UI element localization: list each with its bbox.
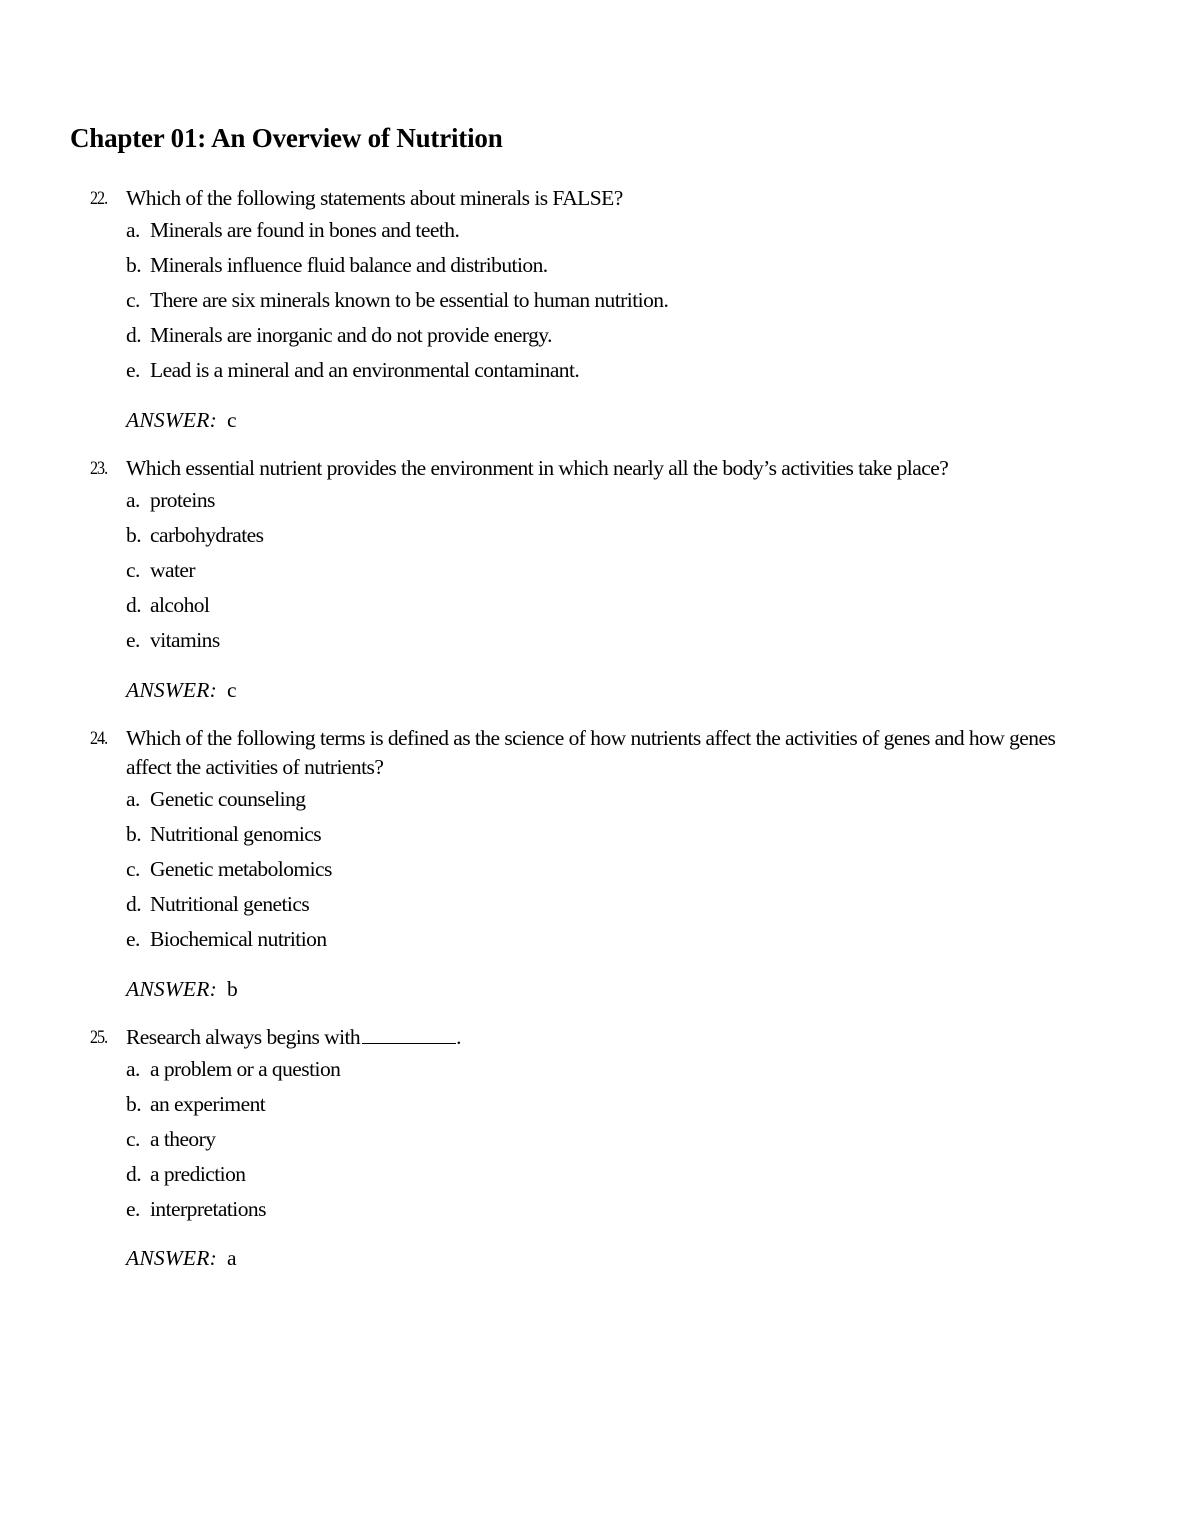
chapter-title: Chapter 01: An Overview of Nutrition xyxy=(70,123,503,153)
question-text: Which essential nutrient provides the environment in which nearly all the body’s activities take place? xyxy=(126,456,949,480)
option-c xyxy=(126,556,195,585)
option-letter: e. xyxy=(126,927,140,951)
option-a xyxy=(126,216,459,245)
answer-label: ANSWER: xyxy=(126,1246,217,1270)
answer-line xyxy=(126,406,237,435)
option-e xyxy=(126,925,327,954)
option-e xyxy=(126,626,220,655)
option-text: Genetic counseling xyxy=(150,787,306,811)
option-e xyxy=(126,356,579,385)
option-a xyxy=(126,1055,340,1084)
option-text: Nutritional genomics xyxy=(150,822,322,846)
option-text: Minerals are found in bones and teeth. xyxy=(150,218,460,242)
option-text: a problem or a question xyxy=(150,1057,341,1081)
option-c xyxy=(126,855,332,884)
option-letter: b. xyxy=(126,253,142,277)
option-text: vitamins xyxy=(150,628,220,652)
option-text: Nutritional genetics xyxy=(150,892,310,916)
answer-value: b xyxy=(226,977,238,1001)
option-text: There are six minerals known to be essential to human nutrition. xyxy=(150,288,669,312)
question-text: Research always begins with xyxy=(126,1025,361,1049)
option-a xyxy=(126,785,305,814)
option-text: an experiment xyxy=(150,1092,266,1116)
option-text: Genetic metabolomics xyxy=(150,857,332,881)
option-letter: e. xyxy=(126,1197,140,1221)
option-letter: c. xyxy=(126,558,140,582)
option-text: Minerals influence fluid balance and distribution. xyxy=(150,253,548,277)
option-d xyxy=(126,890,309,919)
answer-line xyxy=(126,1244,237,1273)
question-text: Which of the following statements about minerals is FALSE? xyxy=(126,186,623,210)
option-letter: d. xyxy=(126,323,142,347)
option-c xyxy=(126,1125,215,1154)
answer-label: ANSWER: xyxy=(126,977,217,1001)
option-letter: b. xyxy=(126,822,142,846)
option-a xyxy=(126,486,215,515)
answer-line xyxy=(126,676,237,705)
option-b xyxy=(126,521,263,550)
answer-value: c xyxy=(226,408,237,432)
question-number: 25. xyxy=(90,1027,108,1048)
option-letter: e. xyxy=(126,628,140,652)
option-text: alcohol xyxy=(150,593,210,617)
question-text: Which of the following terms is defined as the science of how nutrients affect the activities of genes and how genes affect the activities of nutrients? xyxy=(126,726,1056,779)
option-text: Minerals are inorganic and do not provide energy. xyxy=(150,323,552,347)
question-number: 22. xyxy=(90,188,108,209)
option-text: water xyxy=(150,558,195,582)
option-letter: d. xyxy=(126,593,142,617)
option-letter: a. xyxy=(126,488,140,512)
question-text-end: . xyxy=(456,1025,461,1049)
answer-value: a xyxy=(226,1246,237,1270)
question-text-line xyxy=(126,1023,1086,1052)
option-letter: a. xyxy=(126,787,140,811)
option-text: a prediction xyxy=(150,1162,246,1186)
option-d xyxy=(126,1160,245,1189)
question-number: 23. xyxy=(90,458,108,479)
option-text: Lead is a mineral and an environmental contaminant. xyxy=(150,358,580,382)
option-letter: e. xyxy=(126,358,140,382)
option-b xyxy=(126,251,548,280)
answer-line xyxy=(126,975,238,1004)
option-e xyxy=(126,1195,266,1224)
answer-label: ANSWER: xyxy=(126,678,217,702)
fill-in-blank xyxy=(362,1023,456,1044)
option-c xyxy=(126,286,668,315)
question-number: 24. xyxy=(90,728,108,749)
option-b xyxy=(126,1090,265,1119)
option-d xyxy=(126,321,552,350)
option-letter: d. xyxy=(126,1162,142,1186)
option-letter: b. xyxy=(126,1092,142,1116)
option-text: a theory xyxy=(150,1127,216,1151)
option-letter: c. xyxy=(126,1127,140,1151)
option-letter: a. xyxy=(126,1057,140,1081)
option-text: proteins xyxy=(150,488,215,512)
option-letter: b. xyxy=(126,523,142,547)
answer-value: c xyxy=(226,678,237,702)
option-letter: d. xyxy=(126,892,142,916)
option-text: Biochemical nutrition xyxy=(150,927,327,951)
option-letter: c. xyxy=(126,288,140,312)
option-letter: a. xyxy=(126,218,140,242)
option-text: carbohydrates xyxy=(150,523,264,547)
option-letter: c. xyxy=(126,857,140,881)
option-b xyxy=(126,820,321,849)
option-text: interpretations xyxy=(150,1197,266,1221)
answer-label: ANSWER: xyxy=(126,408,217,432)
option-d xyxy=(126,591,209,620)
